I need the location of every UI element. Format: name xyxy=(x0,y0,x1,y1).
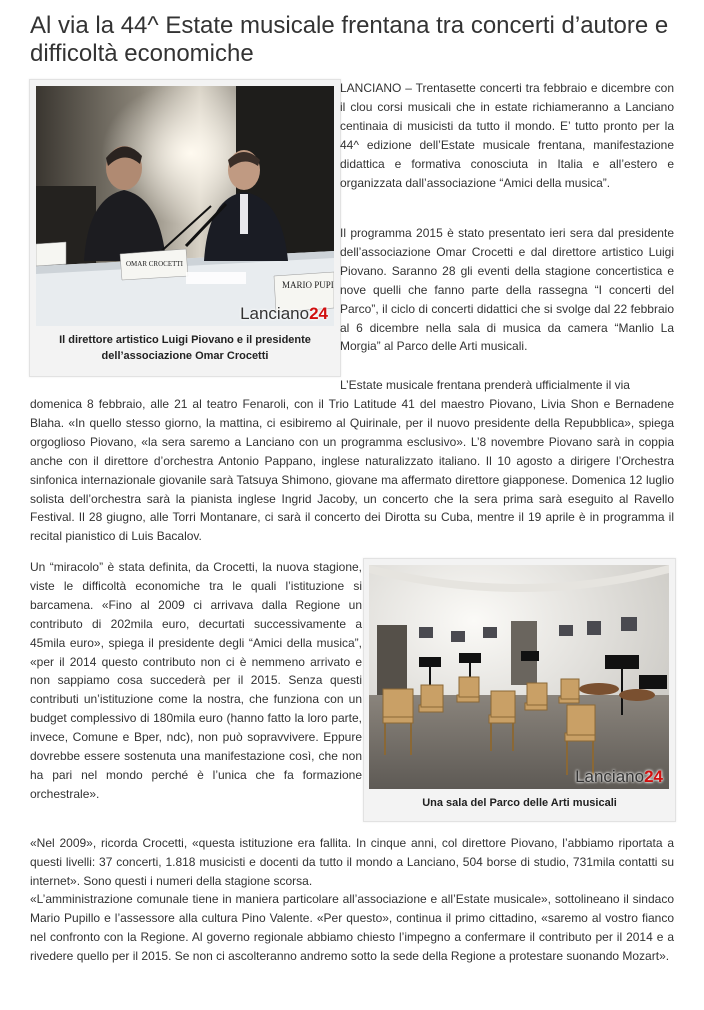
paragraph-programme: Il programma 2015 è stato presentato ieri sera dal presidente dell’associazione Omar Crocetti e dal direttore artistico Luigi Piovano. Saranno 28 gli eventi della stagione concertistica e nove quelli che fanno parte della rassegna “I concerti del Parco”, il ciclo di concerti didattici che si svolge dal 22 febbraio al 6 dicembre nella sala di musica da camera “Manlio La Morgia” al Parco delle Arti musicali. xyxy=(340,226,674,354)
paragraph-numbers: «Nel 2009», ricorda Crocetti, «questa istituzione era fallita. In cinque anni, col direttore Piovano, l’abbiamo riportata a questi livelli: 37 concerti, 1.818 musicisti e docenti da tutto il mondo a Lanciano, 504 borse di studio, 731mila contatti su internet». Sono questi i numeri della stagione scorsa. xyxy=(30,836,674,888)
watermark-lanciano24: Lanciano24 xyxy=(240,304,328,323)
nameplate-right-text: MARIO PUPI xyxy=(282,280,334,290)
hall-image xyxy=(369,565,669,789)
paragraph-opening: domenica 8 febbraio, alle 21 al teatro Fenaroli, con il Trio Latitude 41 del maestro Piovano, Livia Shon e Bernadene Blaha. «In quello stesso giorno, la mattina, ci esibiremo al Quirinale, per il nuovo presidente della Repubblica», spiega orgoglioso Piovano, «la sera saremo a Lanciano con un programma esclusivo». L’8 novembre Piovano sarà in coppia anche con il direttore d’orchestra Antonio Pappano, inglese naturalizzato italiano. Il 10 agosto a dirigere l’Orchestra sinfonica internazionale giovanile sarà Tatsuya Shimono, giovane ma affermato direttore giapponese. Domenica 12 luglio solista dell’orchestra sarà la pianista inglese Ingrid Jacoby, un concerto che la sera prima sarà eseguito al Ravello Festival. Il 28 giugno, alle Torri Montanare, ci sarà il concerto dei Dirotta su Cuba, mentre il 19 aprile è in programma il recital pianistico di Luis Bacalov. xyxy=(30,397,674,544)
press-conference-image xyxy=(36,86,334,326)
watermark-lanciano24: Lanciano24 xyxy=(575,767,663,786)
nameplate-left-text: OMAR CROCETTI xyxy=(126,260,183,268)
article-title: Al via la 44^ Estate musicale frentana tra concerti d’autore e difficoltà economiche xyxy=(30,12,669,67)
paragraph-administration: «L’amministrazione comunale tiene in maniera particolare all’associazione e all’Estate musicale», sottolineano il sindaco Mario Pupillo e l’assessore alla cultura Pino Valente. «Per questo», continua il primo cittadino, «saremo al vostro fianco nel confronto con la Regione. Al governo regionale abbiamo chiesto l’impegno a confermare il contributo per il 2014 e a rivedere quello per il 2015. Se non ci ascolteranno andremo sotto la sede della Regione a protestare suonando Mozart». xyxy=(30,892,674,963)
figure-caption: Il direttore artistico Luigi Piovano e il presidente dell’associazione Omar Crocetti xyxy=(59,334,311,362)
figure-hall xyxy=(363,558,676,822)
paragraph-opening-lead: L’Estate musicale frentana prenderà ufficialmente il via xyxy=(340,378,630,392)
figure-press-conference xyxy=(29,79,341,377)
paragraph-intro: LANCIANO – Trentasette concerti tra febbraio e dicembre con il clou corsi musicali che in estate richiameranno a Lanciano centinaia di musicisti da tutto il mondo. E’ tutto pronto per la 44^ edizione dell’Estate musicale frentana, manifestazione didattica e formativa conosciuta in Italia e all’estero e organizzata dall’associazione “Amici della musica”. xyxy=(340,81,674,190)
figure-caption: Una sala del Parco delle Arti musicali xyxy=(422,797,617,809)
paragraph-miracle: Un “miracolo” è stata definita, da Crocetti, la nuova stagione, viste le difficoltà economiche tra le quali l’istituzione si barcamena. «Fino al 2009 ci arrivava dalla Regione un contributo di 202mila euro, decurtati successivamente a 45mila euro», spiega il presidente degli “Amici della musica”, «per il 2014 questo contributo non ci è nemmeno arrivato e non sappiamo cosa succederà per il 2015. Senza questi contributi un’istituzione come la nostra, che funziona con un budget complessivo di 180mila euro (hanno fatto la loro parte, invece, Comune e Bper, ndc), non può sopravvivere. Eppure dovrebbe essere sostenuta una manifestazione così, che non ha pari nel mondo perché è l’unica che fa formazione orchestrale». xyxy=(30,560,362,801)
photo-press-conference[interactable] xyxy=(36,86,334,326)
photo-hall[interactable] xyxy=(369,565,669,789)
